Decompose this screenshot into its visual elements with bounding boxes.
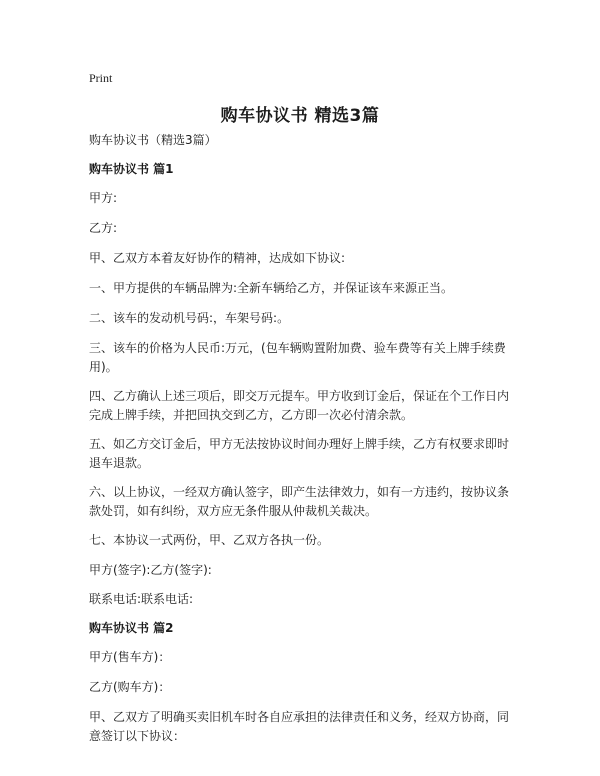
section-2-intro: 甲、乙双方了明确买卖旧机车时各自应承担的法律责任和义务，经双方协商，同意签订以下协议： [89,710,510,743]
clause-3: 三、该车的价格为人民币:万元，(包车辆购置附加费、验车费等有关上牌手续费用)。 [89,341,506,374]
clause-1: 一、甲方提供的车辆品牌为:全新车辆给乙方，并保证该车来源正当。 [89,281,454,295]
document-body [89,131,519,756]
clause-5: 五、如乙方交订金后，甲方无法按协议时间办理好上牌手续，乙方有权要求即时退车退款。 [89,437,510,470]
party-b-line: 乙方: [89,221,118,235]
print-label: Print [89,71,113,85]
section-heading-1: 购车协议书 篇1 [89,162,174,176]
document-subtitle: 购车协议书（精选3篇） [89,133,217,147]
party-a-line: 甲方: [89,191,118,205]
clause-2: 二、该车的发动机号码:，车架号码:。 [89,311,290,325]
seller-line: 甲方(售车方)： [89,650,171,664]
signature-line: 甲方(签字):乙方(签字): [89,563,212,577]
clause-7: 七、本协议一式两份，甲、乙双方各执一份。 [89,533,330,547]
buyer-line: 乙方(购车方)： [89,680,171,694]
agreement-intro: 甲、乙双方本着友好协作的精神，达成如下协议: [89,251,346,265]
phone-line: 联系电话:联系电话: [89,592,194,606]
clause-4: 四、乙方确认上述三项后，即交万元提车。甲方收到订金后，保证在个工作日内完成上牌手续，并把回执交到乙方，乙方即一次必付清余款。 [89,389,510,422]
clause-6: 六、以上协议，一经双方确认签字，即产生法律效力，如有一方违约，按协议条款处罚，如有纠纷，双方应无条件服从仲裁机关裁决。 [89,485,510,518]
section-heading-2: 购车协议书 篇2 [89,621,174,635]
document-title: 购车协议书 精选3篇 [220,106,380,126]
